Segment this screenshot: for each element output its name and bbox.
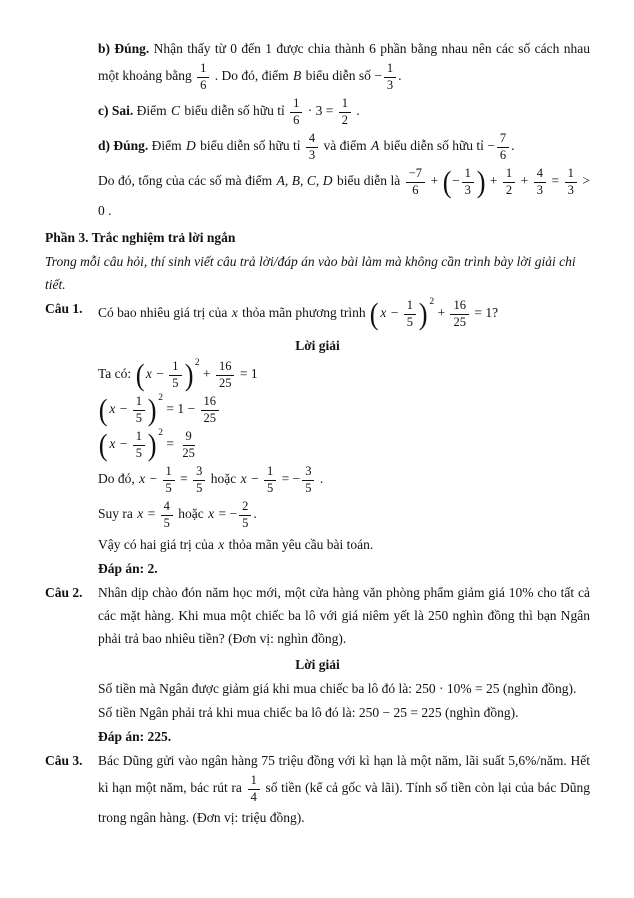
bold-text-run: c) Sai. (98, 103, 134, 119)
text-run: số tiền (kể cả gốc và lãi). Tính số tiền còn lại của bác Dũng trong ngân hàng. (Đơn vị: triệu đồng). (98, 780, 590, 825)
fraction-denominator: 3 (308, 147, 316, 162)
text-run: − (146, 471, 161, 487)
fraction-numerator: 1 (197, 62, 209, 78)
text-run: Do đó, tổng của các số mà điểm (98, 173, 276, 189)
fraction-denominator: 3 (386, 77, 394, 92)
paren-group: ( (442, 164, 452, 199)
question-label: Câu 2. (45, 585, 83, 600)
fraction-numerator: 7 (497, 132, 509, 148)
fraction-denominator: 5 (196, 480, 203, 495)
fraction (306, 132, 318, 162)
fraction-numerator: 9 (183, 430, 195, 446)
solution-header-2 (45, 653, 590, 676)
fraction-numerator: 1 (339, 97, 351, 113)
paren-group: ( (369, 296, 379, 331)
fraction (565, 167, 577, 197)
text-run: Số tiền Ngân phải trả khi mua chiếc ba lô đó là: 250 − 25 = 225 (nghìn đồng). (98, 705, 519, 720)
fraction-numerator: 1 (384, 62, 396, 78)
question-3 (45, 749, 590, 829)
text-run: thỏa mãn yêu cầu bài toán. (225, 537, 374, 552)
fraction-numerator: 1 (163, 465, 175, 481)
text-run: Đáp án: 225. (98, 729, 172, 744)
text-run: = 1 − (163, 401, 199, 417)
fraction-denominator: 5 (242, 515, 249, 530)
math-variable: x (231, 305, 238, 321)
fraction-denominator: 6 (293, 112, 300, 127)
text-run: Lời giải (295, 338, 340, 353)
math-variable: x (137, 506, 144, 522)
fraction-denominator: 6 (412, 182, 419, 197)
text-run: · 3 = (304, 103, 337, 119)
text-run: biểu diễn số hữu tỉ (196, 138, 304, 154)
fraction-denominator: 5 (163, 515, 170, 530)
math-variable: x (218, 537, 225, 552)
math-variable: x (145, 366, 152, 382)
question-label: Câu 1. (45, 301, 83, 316)
statement-d (98, 130, 590, 164)
fraction (450, 299, 469, 329)
text-run: hoặc (174, 506, 208, 522)
text-run: thỏa mãn phương trình (238, 305, 370, 321)
fraction-numerator: 1 (169, 360, 181, 376)
text-run: > 0 . (98, 173, 590, 218)
fraction-denominator: 5 (305, 480, 312, 495)
fraction-denominator: 2 (341, 112, 348, 127)
text-run: − (374, 68, 382, 84)
fraction (339, 97, 351, 127)
fraction (503, 167, 515, 197)
text-run: Nhận thấy từ 0 đến 1 được chia thành 6 phần bằng nhau nên các số cách nhau một khoảng bằng (98, 41, 590, 84)
fraction-denominator: 5 (135, 410, 142, 425)
text-run: biểu diễn số (302, 68, 375, 84)
text-run: . (253, 506, 257, 522)
text-run: . Do đó, điểm (211, 68, 292, 84)
text-run: − (487, 138, 495, 154)
text-run: Đáp án: 2. (98, 561, 158, 576)
fraction-denominator: 6 (200, 77, 207, 92)
fraction (404, 299, 416, 329)
question-1 (45, 297, 590, 331)
solution-header-1 (45, 334, 590, 357)
bold-text-run: d) Đúng. (98, 138, 149, 154)
fraction (248, 774, 260, 804)
question-2 (45, 581, 590, 650)
math-variable: x (380, 305, 387, 321)
paren-group: ) 2 (418, 296, 435, 331)
fraction (193, 465, 205, 495)
statement-b (98, 37, 590, 94)
math-variable: B (293, 68, 302, 84)
fraction (163, 465, 175, 495)
fraction-denominator: 4 (250, 789, 257, 804)
fraction (406, 167, 425, 197)
fraction-numerator: −7 (406, 167, 425, 183)
text-run: − (247, 471, 262, 487)
text-run: = (547, 173, 563, 189)
fraction-denominator: 5 (172, 375, 179, 390)
text-run: biểu diễn số hữu tỉ (181, 103, 289, 119)
text-run: = (163, 436, 178, 452)
fraction-numerator: 1 (462, 167, 474, 183)
fraction-numerator: 1 (133, 430, 145, 446)
paren-group: ) 2 (147, 392, 164, 427)
question-label: Câu 3. (45, 753, 83, 768)
text-run: = − (215, 506, 238, 522)
text-run: Số tiền mà Ngân được giảm giá khi mua chiếc ba lô đó là: 250 · 10% = 25 (nghìn đồng). (98, 681, 577, 696)
fraction-denominator: 3 (567, 182, 574, 197)
fraction-denominator: 25 (453, 314, 466, 329)
section-heading (45, 226, 590, 249)
fraction (133, 395, 145, 425)
text-run: biểu diễn là (333, 173, 404, 189)
math-variable: x (109, 401, 116, 417)
fraction-numerator: 1 (503, 167, 515, 183)
text-run: Do đó, (98, 471, 139, 487)
fraction-denominator: 25 (203, 410, 217, 425)
text-run: Suy ra (98, 506, 137, 522)
solution-1-line-2 (98, 393, 590, 427)
fraction (384, 62, 396, 92)
solution-2-line-2 (98, 701, 590, 724)
text-run: − (116, 401, 131, 417)
fraction-denominator: 25 (182, 445, 195, 460)
math-variable: x (208, 506, 215, 522)
paren-group: ( (98, 392, 108, 427)
fraction-denominator: 25 (218, 375, 232, 390)
fraction-numerator: 4 (306, 132, 318, 148)
fraction-numerator: 1 (264, 465, 276, 481)
fraction-numerator: 16 (216, 360, 235, 376)
text-run: . (316, 471, 324, 487)
paren-group: ( (135, 357, 145, 392)
fraction-numerator: 1 (404, 299, 416, 315)
fraction-denominator: 3 (464, 182, 471, 197)
text-run: = (144, 506, 159, 522)
math-variable: x (139, 471, 146, 487)
text-run: = (176, 471, 192, 487)
text-run: + (427, 173, 442, 189)
text-run: Bác Dũng gửi vào ngân hàng 75 triệu đồng với kì hạn là một năm, lãi suất 5,6%/năm. Hết kì hạn một năm, bác rút ra (98, 753, 590, 796)
fraction (197, 62, 209, 92)
math-variable: D (186, 138, 196, 154)
fraction (302, 465, 314, 495)
fraction-denominator: 3 (536, 182, 543, 197)
fraction (179, 430, 198, 460)
text-run: − (116, 436, 131, 452)
fraction (201, 395, 220, 425)
paren-group: ) (476, 164, 486, 199)
solution-1-line-3 (98, 428, 590, 462)
fraction-numerator: 1 (248, 774, 260, 790)
fraction-numerator: 4 (534, 167, 546, 183)
text-run: = 1 (236, 366, 258, 382)
text-run: và điểm (320, 138, 370, 154)
text-run: . (352, 103, 360, 119)
fraction-denominator: 5 (406, 314, 413, 329)
solution-2-line-1 (98, 677, 590, 700)
math-variable: C (171, 103, 181, 119)
solution-1-line-1 (98, 358, 590, 392)
math-variable: A, B, C, D (276, 173, 333, 189)
paren-group: ) 2 (147, 427, 164, 462)
text-run: − (387, 305, 402, 321)
fraction-denominator: 6 (499, 147, 507, 162)
text-run: Điểm (133, 103, 170, 119)
text-run: biểu diễn số hữu tỉ (380, 138, 488, 154)
fraction-numerator: 3 (302, 465, 314, 481)
fraction (534, 167, 546, 197)
text-run: + (434, 305, 449, 321)
text-run: Trong mỗi câu hỏi, thí sinh viết câu trả lời/đáp án vào bài làm mà không cần trình bày lời giải chi tiết. (45, 254, 576, 292)
answer-2 (98, 725, 590, 748)
fraction-numerator: 1 (133, 395, 145, 411)
paren-group: ( (98, 427, 108, 462)
fraction (290, 97, 302, 127)
text-run: − (452, 173, 460, 189)
fraction (497, 132, 509, 162)
fraction (169, 360, 181, 390)
fraction-numerator: 16 (450, 299, 469, 315)
solution-1-line-4 (98, 463, 590, 497)
text-run: hoặc (207, 471, 240, 487)
document-content (45, 37, 590, 829)
fraction-denominator: 5 (266, 480, 274, 495)
math-variable: x (109, 436, 116, 452)
text-run: Ta có: (98, 366, 135, 382)
solution-1-line-5 (98, 498, 590, 532)
statement-d-sum (98, 165, 590, 222)
bold-text-run: b) Đúng. (98, 41, 150, 56)
fraction (216, 360, 235, 390)
fraction (161, 500, 173, 530)
fraction-numerator: 2 (239, 500, 251, 516)
fraction (462, 167, 474, 197)
instruction-note (45, 250, 590, 296)
text-run: Phần 3. Trắc nghiệm trả lời ngắn (45, 230, 236, 245)
text-run: + (486, 173, 501, 189)
statement-c (98, 95, 590, 129)
fraction (133, 430, 145, 460)
math-variable: x (240, 471, 247, 487)
text-run: Nhân dịp chào đón năm học mới, một cửa hàng văn phòng phẩm giảm giá 10% cho tất cả các mặt hàng. Khi mua một chiếc ba lô với giá niêm yết là 250 nghìn đồng thì bạn Ngân phải trả bao nhiêu tiền? (Đơn vị: nghìn đồng). (98, 585, 590, 646)
solution-1-conclusion (98, 533, 590, 556)
paren-group: ) 2 (184, 357, 200, 392)
fraction-denominator: 5 (165, 480, 172, 495)
fraction-numerator: 4 (161, 500, 173, 516)
text-run: = 1? (470, 305, 499, 321)
answer-1 (98, 557, 590, 580)
text-run: Vậy có hai giá trị của (98, 537, 218, 552)
text-run: . (398, 68, 402, 84)
fraction-numerator: 1 (290, 97, 302, 113)
fraction-numerator: 1 (565, 167, 577, 183)
fraction-numerator: 16 (201, 395, 220, 411)
text-run: + (517, 173, 532, 189)
math-variable: A (370, 138, 380, 154)
fraction-numerator: 3 (193, 465, 205, 481)
fraction (264, 465, 276, 495)
text-run: . (511, 138, 515, 154)
text-run: − (152, 366, 168, 382)
text-run: Điểm (148, 138, 186, 154)
text-run: = − (278, 471, 301, 487)
text-run: Lời giải (295, 657, 340, 672)
text-run: Có bao nhiêu giá trị của (98, 305, 231, 321)
text-run: + (199, 366, 214, 382)
fraction (239, 500, 251, 530)
fraction-denominator: 5 (135, 445, 142, 460)
fraction-denominator: 2 (505, 182, 513, 197)
